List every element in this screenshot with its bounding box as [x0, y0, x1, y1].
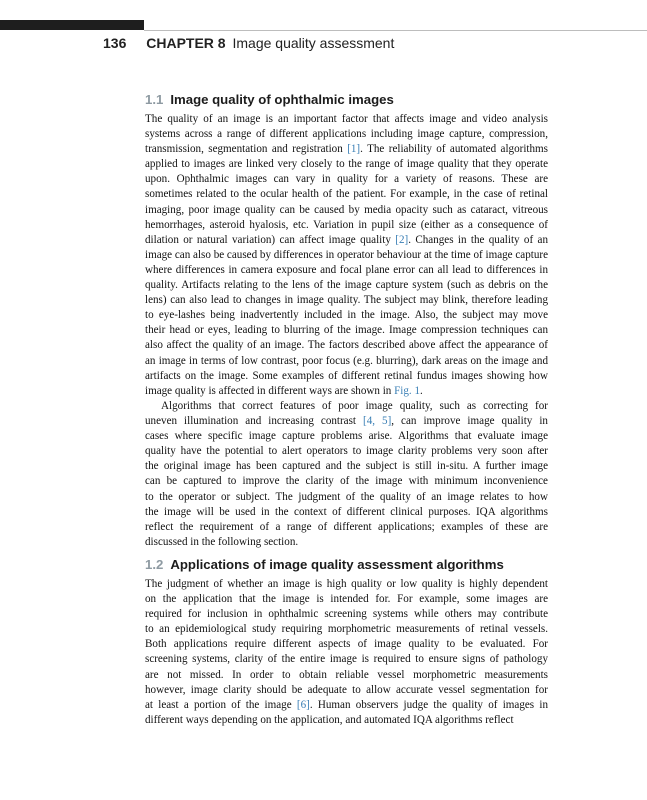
section-1-1-paragraph-1 — [145, 112, 548, 399]
section-title: Image quality of ophthalmic images — [170, 92, 394, 107]
section-title: Applications of image quality assessment algorithms — [170, 557, 504, 572]
text-line: where differences in camera exposure and focal plane error can all lead to differences in — [145, 263, 548, 276]
text-line: at least a portion of the image [6]. Human observers judge the quality of images in — [145, 698, 548, 711]
section-number: 1.1 — [145, 92, 164, 107]
text-line: sometimes related to the ocular health of the patient. For example, in the case of retinal — [145, 188, 548, 201]
text-line: required for inclusion in ophthalmic screening systems while others may contribute — [145, 608, 548, 621]
header-rule — [144, 30, 647, 31]
section-1-2-paragraph-1 — [145, 577, 548, 728]
text-line: Both applications require different aspects of image quality to be evaluated. For — [145, 638, 548, 651]
text-line: discussed in the following section. — [145, 535, 299, 548]
text-line: imaging, poor image quality can be caused by media opacity such as cataract, vitreous — [145, 203, 548, 216]
text-line: quality have the potential to alert operators to image clarity problems very soon after — [145, 445, 548, 458]
text-line: on the application that the image is intended for. For example, some images are — [145, 593, 548, 606]
citation-link[interactable]: [2] — [395, 233, 409, 246]
section-number: 1.2 — [145, 557, 164, 572]
text-line: however, image clarity should be adequate to allow accurate vessel segmentation for — [145, 683, 548, 696]
citation-link[interactable]: [6] — [296, 698, 310, 711]
text-line: applied to images are linked very closely to the range of image quality that they operate — [145, 158, 548, 171]
text-line: can be captured to improve the clarity of the image with minimum inconvenience — [145, 475, 548, 488]
text-line: different ways depending on the application, and automated IQA algorithms reflect — [145, 713, 514, 726]
text-line: to an epidemiological study requiring morphometric measurements of retinal vessels. — [145, 623, 548, 636]
citation-link[interactable]: Fig. 1 — [394, 384, 421, 397]
text-line: lens) can also lead to changes in image quality. The subject may blink, therefore leading — [145, 294, 548, 307]
text-line: systems across a range of different applications including image capture, compression, — [145, 128, 548, 141]
text-line: The judgment of whether an image is high quality or low quality is highly dependent — [145, 578, 548, 590]
text-line: dilation or natural variation) can affect image quality [2]. Changes in the quality of an — [145, 233, 548, 246]
text-line: The quality of an image is an important factor that affects image and video analysis — [145, 113, 548, 125]
text-line: also affect the quality of an image. The factors described above affect the appearance of — [145, 339, 548, 352]
text-line: to the operator or subject. The judgment of the quality of an image relates to how — [145, 490, 548, 503]
text-line: the original image has been captured and the subject is still in-situ. A further image — [145, 460, 548, 473]
page-number: 136 — [103, 35, 127, 51]
text-line: to eye-lashes being inadvertently included in the image. Also, the subject may move — [145, 309, 548, 322]
text-line: reflect the requirement of a range of different applications; examples of these are — [145, 520, 548, 533]
text-line: cases where specific image capture problems arise. Algorithms that evaluate image — [145, 430, 548, 443]
text-line: an image in terms of low contrast, poor focus (e.g. blurring), dark areas on the image and — [145, 354, 548, 367]
header-bar — [0, 20, 144, 30]
section-heading-1-2 — [145, 557, 504, 575]
text-line: quality. Artifacts relating to the lens of the image capture system (such as debris on the — [145, 279, 548, 292]
section-heading-1-1 — [145, 92, 394, 110]
text-line: hemorrhages, asteroid hyalosis, etc. Variation in pupil size (either as a consequence of — [145, 218, 548, 231]
text-line: Algorithms that correct features of poor image quality, such as correcting for — [161, 400, 548, 412]
chapter-title: Image quality assessment — [232, 35, 395, 51]
text-line: upon. Ophthalmic images can vary in quality for a variety of reasons. These are — [145, 173, 548, 186]
text-line: are not missed. In order to obtain reliable vessel morphometric measurements — [145, 668, 548, 681]
section-1-1-paragraph-2 — [145, 399, 548, 550]
page-header — [103, 35, 394, 55]
text-line: screening systems, clarity of the entire image is required to ensure signs of pathology — [145, 653, 548, 666]
text-line: artifacts on the image. Some examples of different retinal fundus images showing how — [145, 369, 548, 382]
text-line: image can also be caused by differences in operator behaviour at the time of image capture — [145, 248, 548, 261]
citation-link[interactable]: [4, 5] — [363, 415, 392, 428]
text-line: their head or eyes, leading to blurring of the image. Image compression techniques can — [145, 324, 548, 337]
citation-link[interactable]: [1] — [347, 143, 361, 156]
chapter-label: CHAPTER 8 — [146, 35, 226, 51]
text-line: uneven illumination and increasing contrast [4, 5], can improve image quality in — [145, 415, 548, 428]
text-line: image quality is affected in different ways are shown in Fig. 1. — [145, 384, 423, 397]
text-line: the image will be used in the context of different clinical purposes. IQA algorithms — [145, 505, 548, 518]
text-line: transmission, segmentation and registration [1]. The reliability of automated algorithms — [145, 143, 548, 156]
